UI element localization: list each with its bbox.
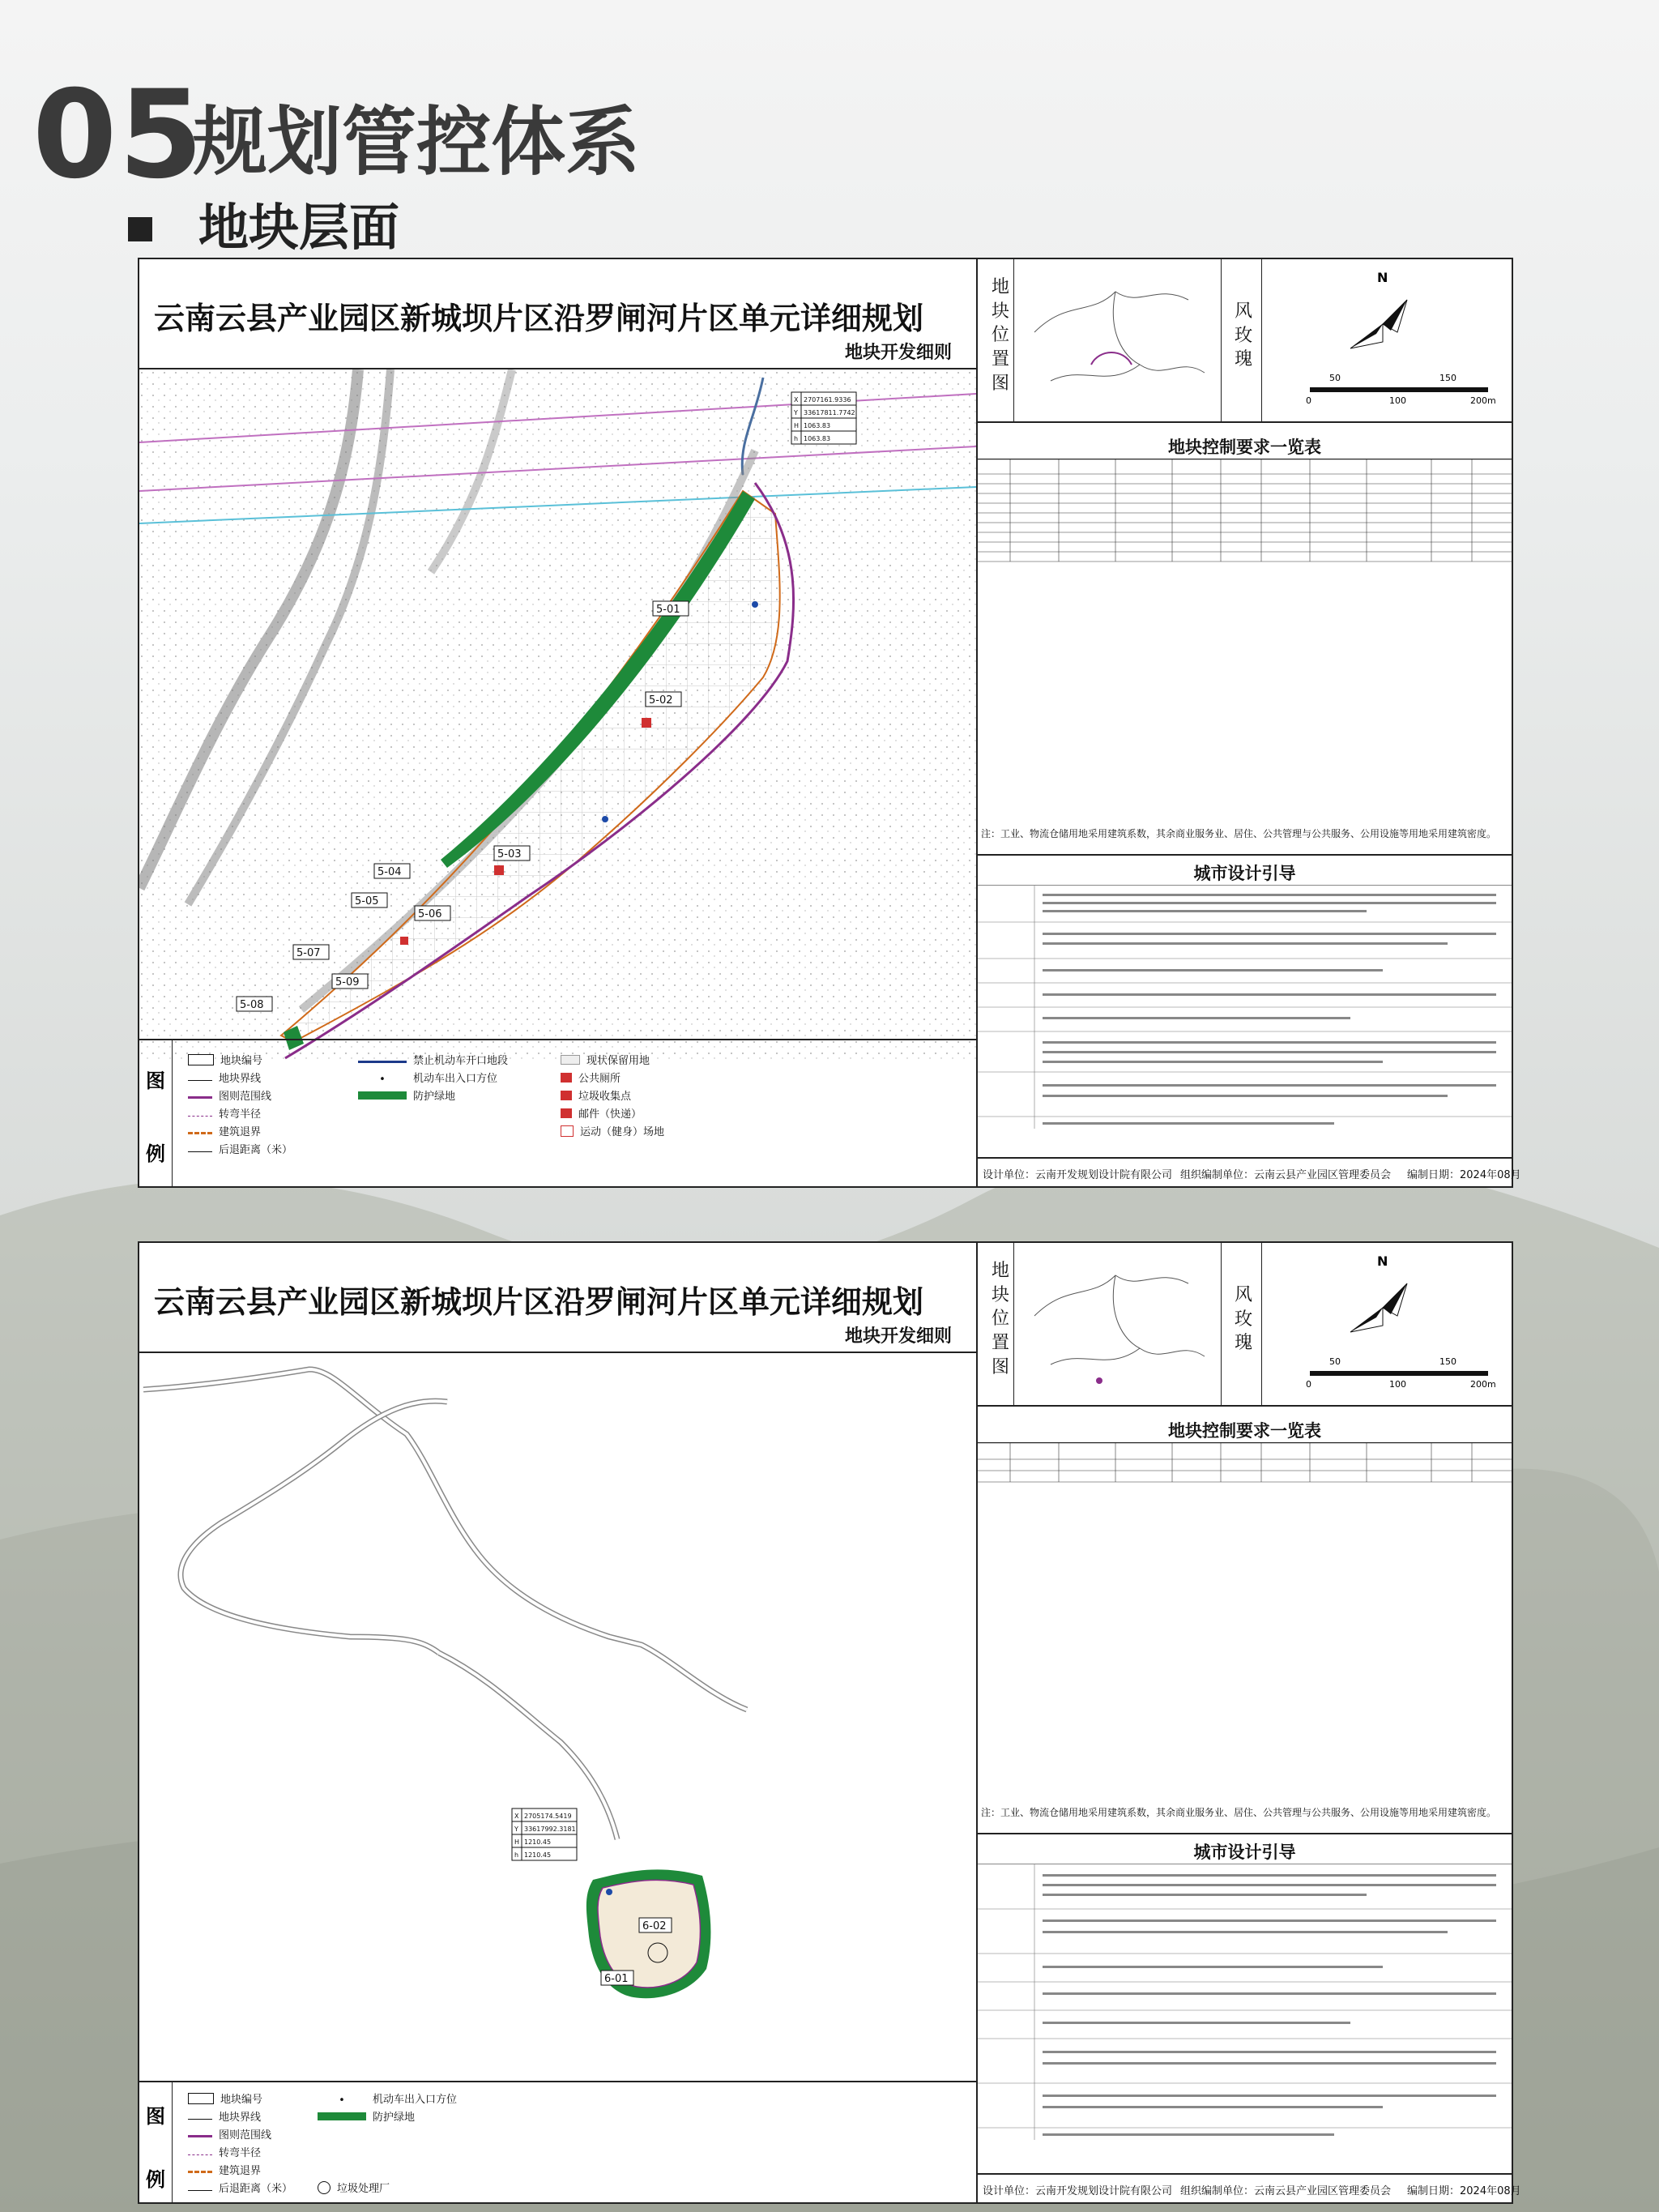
control-table: [978, 459, 1512, 565]
legend-title-char: 例: [146, 1142, 165, 1165]
designer-text: 设计单位：云南开发规划设计院有限公司: [983, 1169, 1173, 1181]
legend-item: 图则范围线: [188, 1087, 271, 1103]
plan-subtitle: 地块开发细则: [844, 1326, 952, 1347]
north-label: N: [1377, 1253, 1388, 1269]
svg-text:33617992.3181: 33617992.3181: [524, 1826, 576, 1833]
sheet-footer: [978, 2173, 1521, 2202]
scale-bar: [1310, 1371, 1488, 1376]
vehicle-entrance-icon: [752, 601, 758, 608]
legend-item: 后退距离（米）: [188, 1141, 292, 1156]
coord-x-label: X: [794, 396, 799, 404]
parcel-label-5-08: 5-08: [240, 999, 264, 1011]
legend-item: • 机动车出入口方位: [339, 2094, 458, 2107]
vehicle-entrance-icon: [606, 1889, 612, 1895]
control-table: [978, 1442, 1512, 1492]
parcel-label-5-07: 5-07: [296, 947, 321, 959]
legend-item: 防护绿地: [358, 1087, 455, 1103]
title-block: [139, 1243, 976, 1353]
svg-text:2705174.5419: 2705174.5419: [524, 1813, 572, 1820]
garbage-point-icon: [642, 718, 651, 728]
info-column: [978, 259, 1521, 1186]
bullet-square-icon: [128, 217, 152, 241]
plan-sheet-2: [138, 1241, 1521, 2204]
location-label: 地 块 位 置 图: [991, 277, 1009, 394]
parcel-label-5-03: 5-03: [497, 848, 522, 860]
svg-text:X: X: [514, 1813, 519, 1820]
design-guide-table: [978, 885, 1512, 1129]
coord-hh-label: h: [794, 435, 799, 442]
legend-title-char: 例: [146, 2168, 165, 2191]
coord-x-value: 2707161.9336: [804, 396, 851, 404]
section-number: 05: [32, 65, 205, 206]
map-column: [139, 1243, 978, 2202]
postal-icon: [400, 937, 408, 945]
north-label: N: [1377, 270, 1388, 285]
windrose-label: 风 玫 瑰: [1234, 301, 1252, 370]
svg-text:H: H: [514, 1838, 520, 1846]
legend-item: 地块界线: [188, 2108, 261, 2124]
scale-bar: [1310, 387, 1488, 392]
parcel-label-6-02: 6-02: [642, 1920, 667, 1932]
title-block: [139, 259, 976, 369]
plan-sheet-1: [138, 258, 1521, 1188]
legend-item: 垃圾处理厂: [318, 2180, 390, 2195]
legend-title-char: 图: [146, 1070, 165, 1092]
legend-item: • 机动车出入口方位: [379, 1073, 498, 1086]
parcel-map: [139, 369, 976, 1060]
legend-item: 后退距离（米）: [188, 2180, 292, 2195]
plan-title: 云南云县产业园区新城坝片区沿罗闸河片区单元详细规划: [154, 1284, 924, 1320]
map-column: [139, 259, 978, 1186]
design-guide-title: 城市设计引导: [978, 854, 1512, 885]
design-guide-title: 城市设计引导: [978, 1833, 1512, 1864]
control-table-title: 地块控制要求一览表: [1168, 438, 1321, 457]
legend-item: 现状保留用地: [561, 1052, 650, 1067]
parcel-label-5-01: 5-01: [656, 604, 680, 616]
windrose-label: 风 玫 瑰: [1234, 1285, 1252, 1354]
legend-item: 运动（健身）场地: [561, 1123, 664, 1138]
legend-item: 图则范围线: [188, 2126, 271, 2142]
legend-item: 垃圾收集点: [561, 1087, 631, 1103]
coord-box: [512, 1808, 577, 1860]
table-note: 注：工业、物流仓储用地采用建筑系数，其余商业服务业、居住、公共管理与公共服务、公用设施等用地采用建筑密度。: [981, 1807, 1497, 1818]
sheet-footer: [978, 1157, 1521, 1186]
legend: [139, 2081, 976, 2202]
designer-text: 设计单位：云南开发规划设计院有限公司: [983, 2185, 1173, 2197]
parcel-label-5-04: 5-04: [377, 866, 402, 878]
location-label: 地 块 位 置 图: [991, 1261, 1009, 1377]
coord-y-value: 33617811.7742: [804, 409, 855, 416]
legend-item: 防护绿地: [318, 2108, 415, 2124]
date-text: 编制日期：2024年08月: [1407, 1169, 1521, 1181]
parcel-label-5-06: 5-06: [418, 908, 442, 920]
parcel-label-5-05: 5-05: [355, 895, 379, 907]
public-toilet-icon: [494, 865, 504, 875]
design-guide-table: [978, 1864, 1512, 2140]
legend-item: 地块编号: [188, 2090, 262, 2106]
coord-hh-value: 1063.83: [804, 435, 831, 442]
legend-item: 建筑退界: [188, 2162, 261, 2177]
legend: [139, 1039, 976, 1186]
coord-box: [791, 392, 856, 444]
legend-item: 转弯半径: [188, 1105, 261, 1121]
location-minimap: [1018, 1251, 1221, 1397]
parcel-label-5-02: 5-02: [649, 694, 673, 707]
svg-text:1210.45: 1210.45: [524, 1838, 552, 1846]
svg-text:h: h: [514, 1851, 519, 1859]
coord-y-label: Y: [794, 409, 798, 416]
legend-item: 公共厕所: [561, 1070, 621, 1085]
plan-title: 云南云县产业园区新城坝片区沿罗闸河片区单元详细规划: [154, 301, 924, 336]
legend-item: 地块界线: [188, 1070, 261, 1085]
parcel-label-6-01: 6-01: [604, 1973, 629, 1985]
control-table-title: 地块控制要求一览表: [1168, 1421, 1321, 1441]
svg-text:1210.45: 1210.45: [524, 1851, 552, 1859]
coord-h-label: H: [794, 422, 800, 429]
table-note: 注：工业、物流仓储用地采用建筑系数，其余商业服务业、居住、公共管理与公共服务、公用设施等用地采用建筑密度。: [981, 828, 1497, 839]
section-title: 规划管控体系: [193, 99, 641, 186]
plan-subtitle: 地块开发细则: [844, 343, 952, 363]
legend-item: 地块编号: [188, 1052, 262, 1067]
info-column: [978, 1243, 1521, 2202]
legend-item: 转弯半径: [188, 2144, 261, 2159]
svg-text:Y: Y: [514, 1826, 518, 1833]
legend-item: 禁止机动车开口地段: [358, 1052, 508, 1067]
terrain-texture: [139, 369, 976, 1060]
organizer-text: 组织编制单位：云南云县产业园区管理委员会: [1180, 2185, 1392, 2197]
location-row: 地 块 位 置 图 风 玫 瑰 N 50 150 0 100 200m: [978, 259, 1512, 423]
location-minimap: [1018, 267, 1221, 413]
coord-h-value: 1063.83: [804, 422, 831, 429]
legend-title-char: 图: [146, 2105, 165, 2128]
location-row: 地 块 位 置 图 风 玫 瑰 N 50 150 0 100 200m: [978, 1243, 1512, 1407]
organizer-text: 组织编制单位：云南云县产业园区管理委员会: [1180, 1169, 1392, 1181]
subsection-title: 地块层面: [198, 198, 400, 257]
parcel-label-5-09: 5-09: [335, 976, 360, 989]
vehicle-entrance-icon: [602, 816, 608, 822]
parcel-map: [139, 1353, 976, 2082]
legend-item: 邮件（快递）: [561, 1105, 642, 1121]
legend-item: 建筑退界: [188, 1123, 261, 1138]
date-text: 编制日期：2024年08月: [1407, 2185, 1521, 2197]
